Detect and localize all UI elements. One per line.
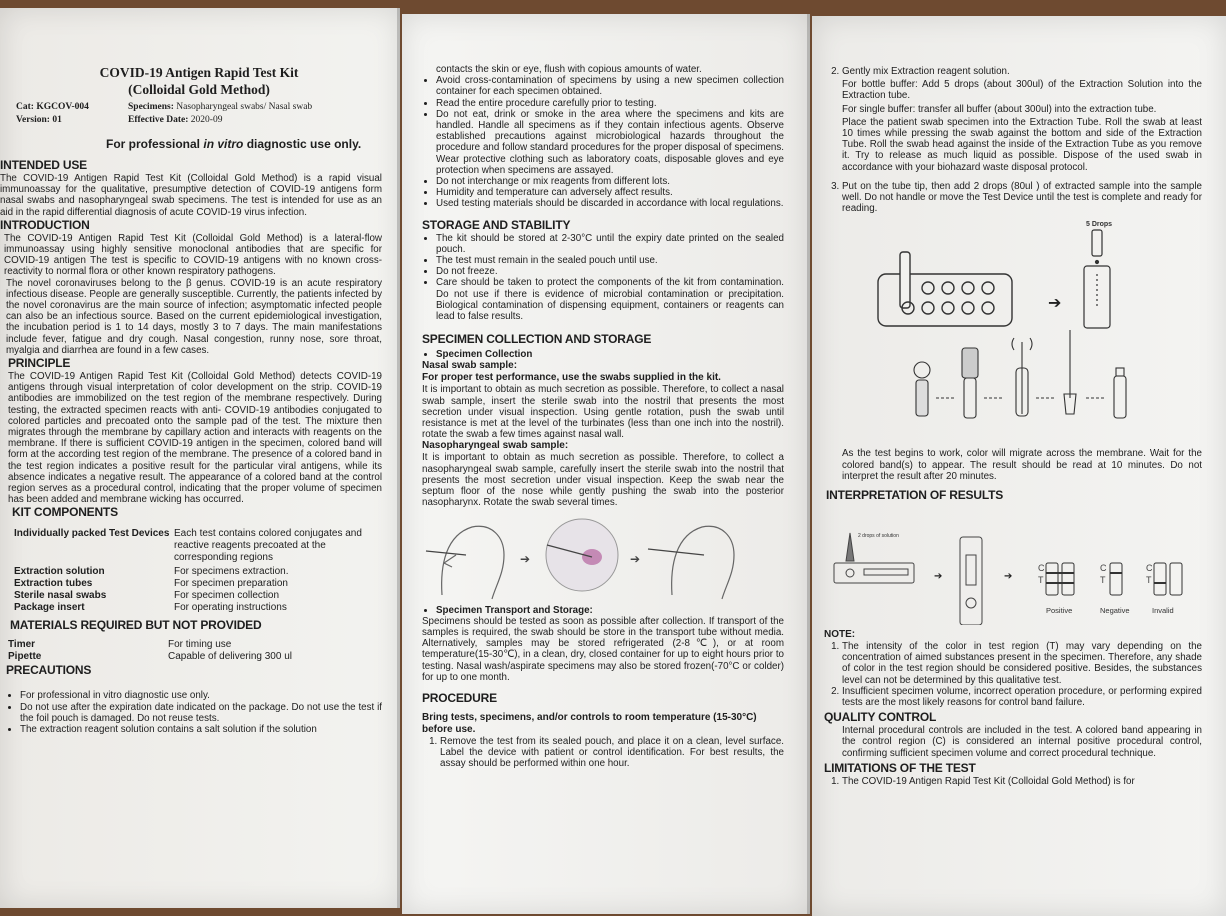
svg-text:C: C bbox=[1038, 563, 1045, 574]
tube-steps-illustration bbox=[914, 330, 1126, 418]
svg-text:T: T bbox=[1100, 575, 1106, 586]
svg-text:T: T bbox=[1038, 575, 1044, 586]
limitations-list bbox=[824, 776, 1202, 787]
storage-list bbox=[422, 233, 784, 323]
interpretation-heading: INTERPRETATION OF RESULTS bbox=[826, 488, 1003, 503]
migrate-text: As the test begins to work, color will migrate across the membrane. Wait for the colored band(s) to appear. The result should be read at 10 minutes. Do not interpret the result after 20 minutes. bbox=[842, 448, 1202, 482]
list-item: • Do not freeze. bbox=[436, 266, 784, 277]
version-label: Version: 01 bbox=[16, 115, 62, 125]
list-item: • Humidity and temperature can adversely affect results. bbox=[436, 187, 784, 198]
invalid-label: Invalid bbox=[1152, 606, 1174, 616]
nasal-text: It is important to obtain as much secretion as possible. Therefore, to collect a nasal swab sample, insert the sterile swab into the nostril that presents the most secretion under visual inspection. Using gentle rotation, push the swab until resistance is met at the level of the turbinates (less than one inch into the nostril). rotate the swab a few times against nasal wall. bbox=[422, 384, 784, 441]
table-row: Timer For timing use bbox=[8, 639, 232, 651]
right-body bbox=[824, 66, 1202, 787]
procedure-heading: PROCEDURE bbox=[422, 690, 497, 705]
arrow-icon: ➔ bbox=[630, 551, 641, 566]
list-item: • Read the entire procedure carefully prior to testing. bbox=[436, 98, 784, 109]
table-row: Package insert For operating instructions bbox=[14, 602, 287, 614]
qc-text: Internal procedural controls are included in the test. A colored band appearing in the control region (C) is considered an internal positive procedural control, confirming sufficient specimen volume and correct procedural technique. bbox=[842, 725, 1202, 759]
naso-label: Nasopharyngeal swab sample: bbox=[422, 440, 569, 452]
qc-heading: QUALITY CONTROL bbox=[824, 710, 937, 725]
svg-text:T: T bbox=[1146, 575, 1152, 586]
list-item: • Avoid cross-contamination of specimens by using a new specimen collection container for each specimen obtained. bbox=[436, 75, 784, 97]
fold-line bbox=[397, 8, 400, 908]
table-row: Pipette Capable of delivering 300 ul bbox=[8, 651, 292, 663]
materials-heading: MATERIALS REQUIRED BUT NOT PROVIDED bbox=[10, 618, 262, 633]
head-profile-1 bbox=[426, 526, 504, 599]
arrow-icon: ➔ bbox=[934, 571, 943, 583]
list-item: 2. Gently mix Extraction reagent solution. For bottle buffer: Add 5 drops (about 300ul) of the Extraction Solution into the Extraction tube. For single buffer: transfer all buffer (about 300ul) into the extraction tube. Place the patient swab specimen into the Extraction Tube. Roll the swab at least 10 times while pressing the swab against the bottom and side of the Extraction Tube. Roll the swab head against the inside of the Extraction Tube as you remove it. Try to release as much liquid as possible. Dispose of the used swab in accordance with your biohazard waste disposal protocol. bbox=[842, 66, 1202, 173]
middle-body bbox=[422, 64, 784, 770]
procedure-steps-cont bbox=[824, 66, 1202, 214]
list-item: 1. The intensity of the color in test region (T) may vary depending on the concentration of aimed substances present in the specimen. Therefore, any shade of color in the test region should be considered positive. Besides, the substances level can not be determined by this qualitative test. bbox=[842, 641, 1202, 686]
list-item: • For professional in vitro diagnostic use only. bbox=[20, 690, 382, 701]
effective-value: 2020-09 bbox=[190, 115, 223, 125]
list-item: • Do not interchange or mix reagents from different lots. bbox=[436, 176, 784, 187]
introduction-heading: INTRODUCTION bbox=[0, 217, 90, 232]
list-item: 1. The COVID-19 Antigen Rapid Test Kit (Colloidal Gold Method) is for bbox=[842, 776, 1202, 787]
negative-label: Negative bbox=[1100, 606, 1130, 616]
list-item: • Used testing materials should be discarded in accordance with local regulations. bbox=[436, 198, 784, 209]
nasal-cavity-illustration bbox=[546, 519, 618, 591]
table-row: Individually packed Test Devices Each test contains colored conjugates and reactive reagents precoated at the corresponding regions bbox=[14, 528, 362, 564]
extraction-illustration bbox=[824, 218, 1202, 448]
principle-heading: PRINCIPLE bbox=[8, 356, 71, 371]
table-row: Extraction solution For specimens extraction. bbox=[14, 566, 289, 578]
left-body bbox=[0, 158, 382, 735]
swab-illustration bbox=[422, 515, 784, 601]
cassette-illustration bbox=[834, 533, 1012, 625]
materials-table bbox=[8, 639, 292, 663]
intended-use-heading: INTENDED USE bbox=[0, 158, 87, 172]
table-row: Sterile nasal swabs For specimen collection bbox=[14, 590, 280, 602]
specimens-label: Specimens: bbox=[128, 102, 174, 112]
positive-result bbox=[1038, 563, 1074, 615]
list-item: • Do not use after the expiration date indicated on the package. Do not use the test if the foil pouch is damaged. Do not reuse tests. bbox=[20, 702, 382, 724]
list-item: • The kit should be stored at 2-30°C until the expiry date printed on the sealed pouch. bbox=[436, 233, 784, 255]
list-item: • Do not eat, drink or smoke in the area where the specimens and kits are handled. Handle all specimens as if they contain infectious agents. Observe established precautions against microbiological hazards throughout the procedure and follow standard procedures for the proper disposal of specimens. Wear protective clothing such as laboratory coats, disposable gloves and eye protection when specimens are assayed. bbox=[436, 109, 784, 176]
five-drops-label: 5 Drops bbox=[1086, 221, 1113, 229]
bottle-tray-illustration bbox=[878, 252, 1012, 326]
list-item: • Care should be taken to protect the components of the kit from contamination. Do not use if there is evidence of microbial contamination or precipitation. Biological contamination of dispensing equipment, containers or reagents can lead to false results. bbox=[436, 277, 784, 322]
kit-subtitle: (Colloidal Gold Method) bbox=[128, 82, 270, 97]
nasal-bold: For proper test performance, use the swabs supplied in the kit. bbox=[422, 372, 721, 384]
transport-text: Specimens should be tested as soon as possible after collection. If transport of the samples is required, the swab should be store in the transport tube without media. Alternatively, samples may be stored refrigerated (2-8℃), or at room temperature(15-30℃), in a clean, dry, closed container for up to eight hours prior to testing. Nasal wash/aspirate specimens may also be stored frozen(-70°C or colder) for up to one month. bbox=[422, 615, 784, 683]
svg-text:C: C bbox=[1100, 563, 1107, 574]
arrow-icon: ➔ bbox=[1004, 571, 1013, 583]
meta-block bbox=[16, 101, 396, 127]
arrow-icon: ➔ bbox=[1048, 295, 1062, 313]
specimen-heading: SPECIMEN COLLECTION AND STORAGE bbox=[422, 332, 652, 347]
procedure-bold: Bring tests, specimens, and/or controls to room temperature (15-30°C) before use. bbox=[422, 711, 757, 735]
list-item: 3. Put on the tube tip, then add 2 drops (80ul ) of extracted sample into the sample well. Do not handle or move the Test Device until the test is complete and ready for reading. bbox=[842, 181, 1202, 215]
list-item: 1. Remove the test from its sealed pouch, and place it on a clean, level surface. Label the device with patient or control identification. For best results, the assay should be performed within one hour. bbox=[440, 736, 784, 770]
kit-components-table bbox=[14, 528, 382, 614]
precautions-cont-first bbox=[422, 64, 784, 75]
list-item: 2. Insufficient specimen volume, incorrect operation procedure, or performing expired tests are the most likely reasons for control band failure. bbox=[842, 686, 1202, 708]
effective-label: Effective Date: bbox=[128, 115, 189, 125]
right-panel bbox=[812, 16, 1226, 916]
dropper-bottle-illustration bbox=[1084, 230, 1110, 328]
procedure-steps bbox=[422, 736, 784, 770]
precautions-list bbox=[0, 690, 382, 735]
naso-text: It is important to obtain as much secretion as possible. Therefore, to collect a nasopharyngeal swab sample, carefully insert the sterile swab into the nostril that presents the most secretion under visual inspection. Keep the swab near the septum floor of the nose while gently pushing the swab into the posterior nasopharynx. Rotate the swab several times. bbox=[422, 452, 784, 509]
left-panel bbox=[0, 8, 400, 908]
title-block bbox=[6, 64, 398, 98]
list-item: • The test must remain in the sealed pouch until use. bbox=[436, 255, 784, 266]
specimens-value: Nasopharyngeal swabs/ Nasal swab bbox=[176, 102, 313, 112]
list-item: • The extraction reagent solution contains a salt solution if the solution bbox=[20, 724, 382, 735]
kit-components-heading: KIT COMPONENTS bbox=[12, 505, 118, 520]
cat-label: Cat: KGCOV-004 bbox=[16, 102, 89, 112]
principle-text: The COVID-19 Antigen Rapid Test Kit (Colloidal Gold Method) detects COVID-19 antigens through visual interpretation of color development on the strip. COVID-19 antibodies are immobilized on the test region of the membrane respectively. During testing, the extracted specimen reacts with anti- COVID-19 antibodies conjugated to colored particles and precoated onto the sample pad of the test. The mixture then migrates through the membrane by capillary action and interacts with reagents on the membrane. If there is sufficient COVID-19 antigen in the specimen, colored band will form at the according test region of the membrane. The presence of a colored band in the test region indicates a positive result for the particular viral antigens, while its absence indicates a negative result. The appearance of a colored band at the control region serves as a procedural control, indicating that the proper volume of specimen has been added and membrane wicking has occurred. bbox=[8, 371, 382, 506]
head-profile-2 bbox=[648, 526, 734, 599]
arrow-icon: ➔ bbox=[520, 551, 531, 566]
professional-use-line: For professional in vitro diagnostic use only. bbox=[106, 137, 362, 151]
two-drops-label: 2 drops of solution bbox=[858, 533, 899, 540]
negative-result bbox=[1100, 563, 1130, 615]
list-item: contacts the skin or eye, flush with copious amounts of water. bbox=[436, 64, 702, 75]
invalid-result bbox=[1146, 563, 1182, 615]
transport-bullet: • Specimen Transport and Storage: bbox=[422, 605, 784, 616]
storage-heading: STORAGE AND STABILITY bbox=[422, 217, 571, 232]
nasal-label: Nasal swab sample: bbox=[422, 360, 518, 372]
notes-list bbox=[824, 641, 1202, 708]
kit-title: COVID-19 Antigen Rapid Test Kit bbox=[99, 65, 299, 80]
svg-text:C: C bbox=[1146, 563, 1153, 574]
middle-panel bbox=[402, 14, 810, 914]
positive-label: Positive bbox=[1046, 606, 1073, 616]
introduction-text-1: The COVID-19 Antigen Rapid Test Kit (Colloidal Gold Method) is a lateral-flow immunoassay using highly sensitive monoclonal antibodies that are specific for COVID-19 antigen The test is specific to COVID-19 antigens with no known cross-reactivity to normal flora or other known respiratory pathogens. bbox=[4, 232, 382, 278]
fold-line bbox=[807, 14, 810, 914]
precautions-heading: PRECAUTIONS bbox=[6, 663, 92, 678]
limitations-heading: LIMITATIONS OF THE TEST bbox=[824, 760, 976, 775]
results-illustration bbox=[824, 503, 1202, 625]
note-heading: NOTE: bbox=[824, 629, 856, 641]
specimen-collection-bullet: • Specimen Collection bbox=[422, 349, 784, 360]
introduction-text-2: The novel coronaviruses belong to the β genus. COVID-19 is an acute respiratory infectious disease. People are generally susceptible. Currently, the patients infected by the novel coronavirus are the main source of infection; asymptomatic infected people can also be an infectious source. Based on the current epidemiological investigation, the incubation period is 1 to 14 days, mostly 3 to 7 days. The main manifestations include fever, fatigue and dry cough. Nasal congestion, runny nose, sore throat, myalgia and diarrhea are found in a few cases. bbox=[6, 277, 382, 356]
precautions-cont-list bbox=[422, 75, 784, 209]
intended-use-text: The COVID-19 Antigen Rapid Test Kit (Colloidal Gold Method) is a rapid visual immunoassay for the qualitative, presumptive detection of COVID-19 antigens form nasal swabs and nasopharyngeal swab specimens. The test is intended for use as an aid in the rapid differential diagnosis of acute COVID-19 virus infection. bbox=[0, 173, 382, 218]
table-row: Extraction tubes For specimen preparation bbox=[14, 578, 288, 590]
